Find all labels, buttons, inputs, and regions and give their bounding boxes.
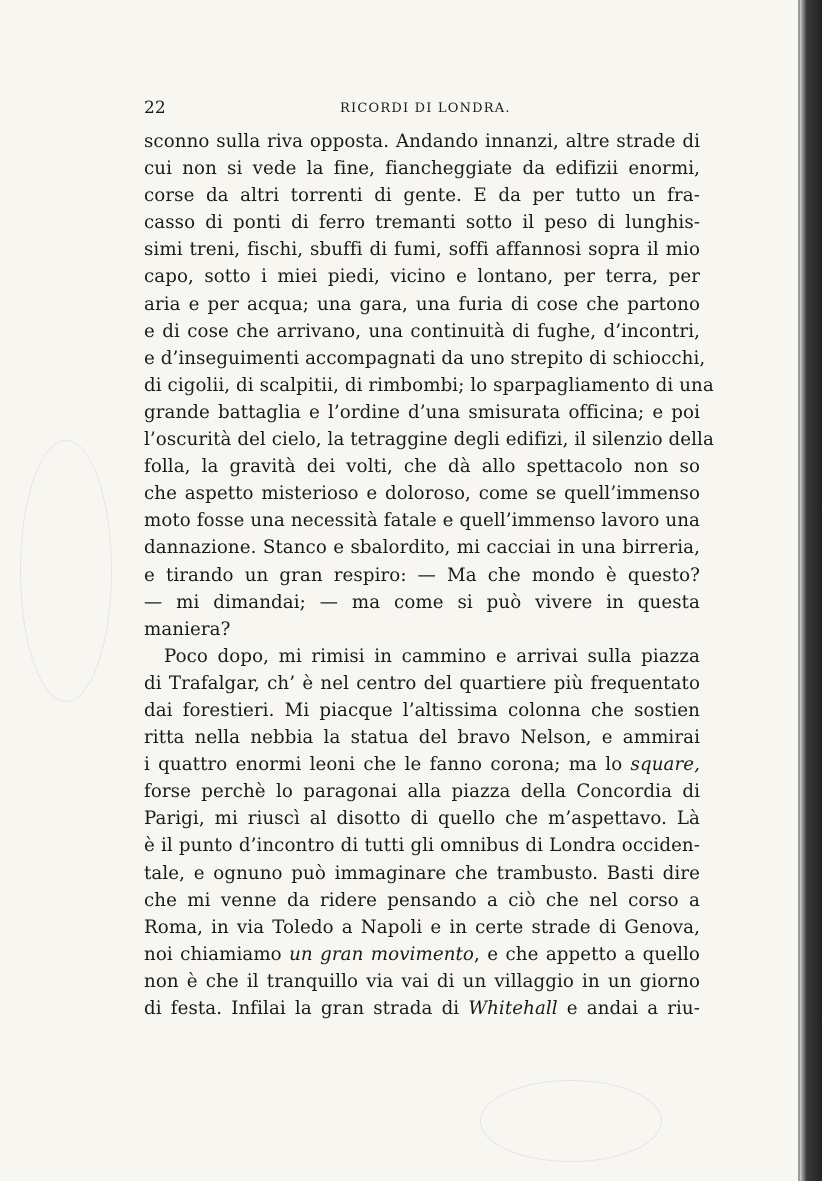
text-line: capo, sotto i miei piedi, vicino e lontano, per terra, per bbox=[144, 266, 700, 288]
text-line-paragraph-start: Poco dopo, mi rimisi in cammino e arrivai sulla piazza bbox=[164, 645, 700, 667]
book-binding-edge bbox=[800, 0, 822, 1181]
text-line: corse da altri torrenti di gente. E da per tutto un fra- bbox=[144, 185, 700, 207]
page-header bbox=[144, 98, 704, 122]
text-line: Roma, in via Toledo a Napoli e in certe strade di Genova, bbox=[144, 916, 700, 938]
page-number: 22 bbox=[144, 98, 166, 118]
text-line: — mi dimandai; — ma come si può vivere in questa bbox=[144, 591, 700, 613]
text-line: dannazione. Stanco e sbalordito, mi cacciai in una birreria, bbox=[144, 537, 700, 559]
text-line: di cigolii, di scalpitii, di rimbombi; lo sparpagliamento di una bbox=[144, 374, 714, 396]
text-line: è il punto d’incontro di tutti gli omnibus di Londra occiden- bbox=[144, 835, 700, 857]
text-line: casso di ponti di ferro tremanti sotto il peso di lunghis- bbox=[144, 212, 700, 234]
text-line: Parigi, mi riuscì al disotto di quello che m’aspettavo. Là bbox=[144, 808, 700, 830]
text-line bbox=[144, 751, 700, 778]
text-line bbox=[144, 941, 700, 968]
faint-show-through-mark bbox=[20, 440, 112, 702]
body-text bbox=[144, 128, 714, 1022]
text-line: moto fosse una necessità fatale e quell’immenso lavoro una bbox=[144, 510, 700, 532]
text-line: dai forestieri. Mi piacque l’altissima colonna che sostien bbox=[144, 699, 700, 721]
text-line: e tirando un gran respiro: — Ma che mondo è questo? bbox=[144, 564, 700, 586]
text-line: e d’inseguimenti accompagnati da uno strepito di schiocchi, bbox=[144, 347, 706, 369]
text-run: , e che appetto a quello bbox=[473, 943, 700, 965]
text-run: e andai a riu- bbox=[557, 998, 700, 1019]
text-line-paragraph-end: maniera? bbox=[144, 618, 231, 640]
text-line: di Trafalgar, ch’ è nel centro del quartiere più frequentato bbox=[144, 672, 700, 694]
italic-text-run: un gran movimento bbox=[289, 943, 474, 965]
text-line: che mi venne da ridere pensando a ciò che nel corso a bbox=[144, 889, 700, 911]
faint-show-through-mark bbox=[480, 1080, 662, 1162]
text-line: l’oscurità del cielo, la tetraggine degli edifizi, il silenzio della bbox=[144, 429, 714, 451]
text-line: che aspetto misterioso e doloroso, come se quell’immenso bbox=[144, 483, 700, 505]
text-run: di festa. Infilai la gran strada di bbox=[144, 998, 469, 1019]
text-line: ritta nella nebbia la statua del bravo Nelson, e ammirai bbox=[144, 727, 700, 749]
running-title: RICORDI DI LONDRA. bbox=[340, 101, 511, 116]
text-line: folla, la gravità dei volti, che dà allo spettacolo non so bbox=[144, 456, 700, 478]
text-run: i quattro enormi leoni che le fanno corona; ma lo bbox=[144, 754, 631, 776]
text-line: simi treni, fischi, sbuffi di fumi, soffi affannosi sopra il mio bbox=[144, 239, 700, 261]
text-run: noi chiamiamo bbox=[144, 943, 290, 965]
text-line: cui non si vede la fine, fiancheggiate da edifizii enormi, bbox=[144, 158, 700, 180]
italic-text-run: square, bbox=[630, 754, 700, 776]
text-line: aria e per acqua; una gara, una furia di cose che partono bbox=[144, 293, 700, 315]
text-line: forse perchè lo paragonai alla piazza della Concordia di bbox=[144, 781, 700, 803]
italic-text-run: Whitehall bbox=[468, 998, 558, 1019]
text-line: sconno sulla riva opposta. Andando innanzi, altre strade di bbox=[144, 131, 700, 152]
text-line: e di cose che arrivano, una continuità di fughe, d’incontri, bbox=[144, 320, 700, 342]
text-line: grande battaglia e l’ordine d’una smisurata officina; e poi bbox=[144, 401, 700, 423]
text-line: tale, e ognuno può immaginare che trambusto. Basti dire bbox=[144, 862, 700, 884]
text-line bbox=[144, 995, 700, 1022]
text-line: non è che il tranquillo via vai di un villaggio in un giorno bbox=[144, 970, 700, 992]
